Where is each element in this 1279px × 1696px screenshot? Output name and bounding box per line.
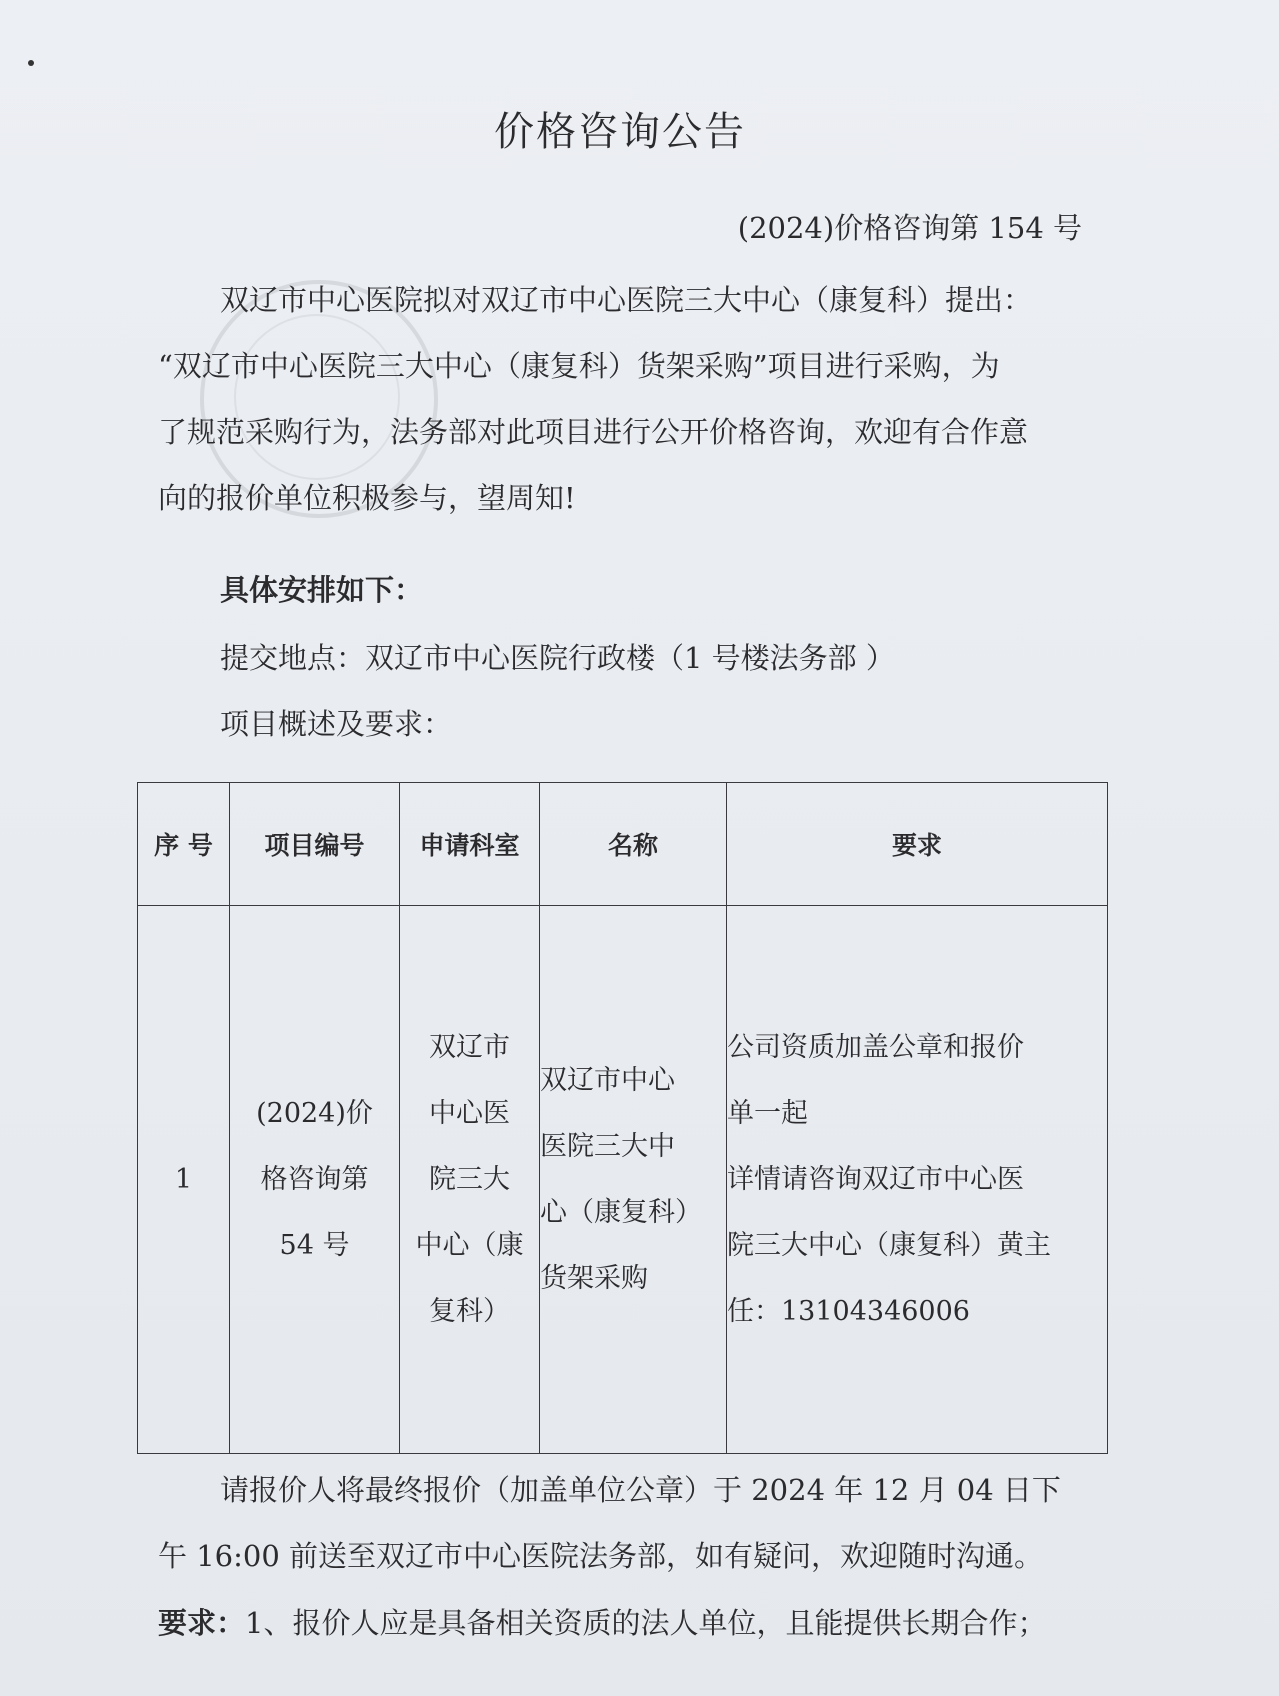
cell-line: (2024)价 — [256, 1097, 373, 1129]
document-number: (2024)价格咨询第 154 号 — [737, 211, 1082, 245]
cell-code — [230, 906, 400, 1454]
cell-line: 院三大 — [429, 1163, 510, 1195]
cell-line: 双辽市 — [429, 1031, 510, 1063]
table-row — [138, 906, 1108, 1454]
header-req: 要求 — [727, 783, 1108, 906]
submission-location: 提交地点：双辽市中心医院行政楼（1 号楼法务部 ） — [220, 641, 895, 675]
intro-line: 向的报价单位积极参与，望周知! — [158, 481, 576, 515]
cell-line: 院三大中心（康复科）黄主 — [727, 1229, 1051, 1261]
arrangement-heading: 具体安排如下： — [220, 573, 424, 607]
header-seq: 序 号 — [138, 783, 230, 906]
intro-line: 了规范采购行为，法务部对此项目进行公开价格咨询，欢迎有合作意 — [158, 415, 1029, 449]
header-dept: 申请科室 — [400, 783, 540, 906]
ink-speck — [28, 60, 34, 66]
intro-paragraph — [158, 267, 1088, 531]
requirement-text: 1、报价人应是具备相关资质的法人单位，且能提供长期合作； — [245, 1606, 1047, 1640]
cell-name — [540, 906, 727, 1454]
closing-line: 午 16:00 前送至双辽市中心医院法务部，如有疑问，欢迎随时沟通。 — [158, 1539, 1044, 1573]
closing-paragraph — [158, 1457, 1088, 1589]
cell-line: 中心（康 — [415, 1229, 524, 1261]
overview-heading: 项目概述及要求： — [220, 707, 453, 741]
requirement-line — [158, 1590, 1088, 1656]
cell-line: 单一起 — [727, 1097, 808, 1129]
page-title: 价格咨询公告 — [494, 109, 746, 155]
cell-seq: 1 — [138, 906, 230, 1454]
closing-line: 请报价人将最终报价（加盖单位公章）于 2024 年 12 月 04 日下 — [220, 1473, 1061, 1507]
cell-line: 54 号 — [279, 1229, 350, 1261]
cell-line: 中心医 — [429, 1097, 510, 1129]
cell-line: 详情请咨询双辽市中心医 — [727, 1163, 1024, 1195]
cell-line: 货架采购 — [540, 1262, 648, 1294]
table-header-row — [138, 783, 1108, 906]
cell-line: 公司资质加盖公章和报价 — [727, 1031, 1024, 1063]
project-table — [137, 782, 1108, 1454]
intro-line: “双辽市中心医院三大中心（康复科）货架采购”项目进行采购，为 — [158, 349, 1000, 383]
cell-line: 复科） — [429, 1295, 510, 1327]
header-code: 项目编号 — [230, 783, 400, 906]
cell-line: 双辽市中心 — [540, 1064, 675, 1096]
cell-line: 心（康复科） — [540, 1196, 702, 1228]
cell-line: 任：13104346006 — [727, 1295, 970, 1327]
cell-dept — [400, 906, 540, 1454]
intro-line: 双辽市中心医院拟对双辽市中心医院三大中心（康复科）提出： — [220, 283, 1033, 317]
cell-line: 医院三大中 — [540, 1130, 675, 1162]
cell-req — [727, 906, 1108, 1454]
header-name: 名称 — [540, 783, 727, 906]
cell-line: 格咨询第 — [260, 1163, 369, 1195]
requirement-label: 要求： — [158, 1606, 246, 1640]
